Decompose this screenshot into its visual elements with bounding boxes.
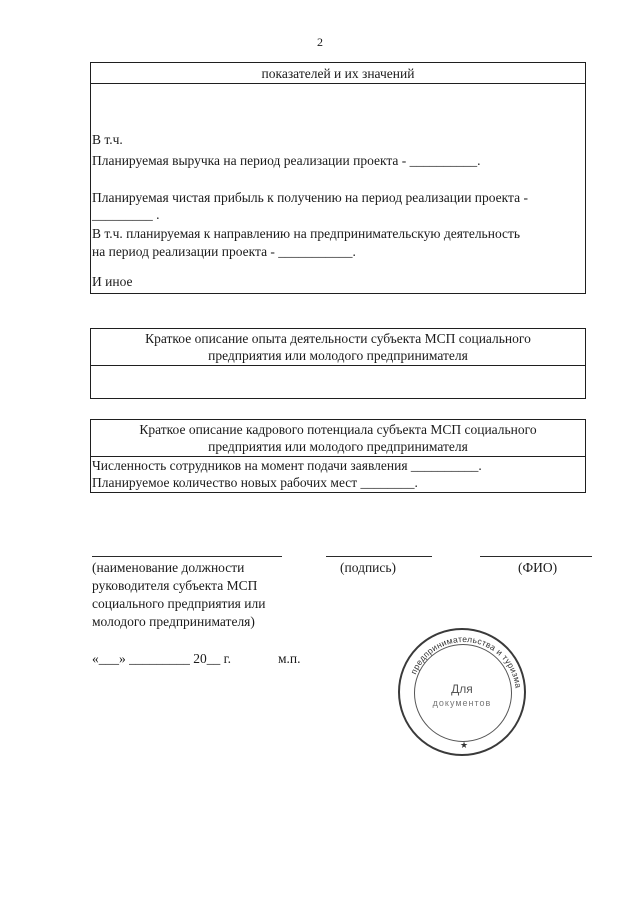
indicators-line-other: И иное <box>92 274 133 289</box>
staff-header-divider <box>91 456 585 457</box>
position-caption-2: руководителя субъекта МСП <box>92 578 258 593</box>
stamp-ring-label: предпринимательства и туризма <box>408 633 524 689</box>
experience-header-line2: предприятия или молодого предпринимателя <box>208 348 468 363</box>
position-caption-4: молодого предпринимателя) <box>92 614 255 629</box>
svg-text:предпринимательства и туризма <box>408 634 523 689</box>
signature-line <box>326 556 432 557</box>
position-caption-3: социального предприятия или <box>92 596 266 611</box>
stamp-center-label: Для <box>451 682 473 696</box>
page-number: 2 <box>317 35 323 49</box>
fio-line <box>480 556 592 557</box>
indicators-line-profit-blank: _________ . <box>92 207 160 222</box>
experience-header-divider <box>91 365 585 366</box>
signature-caption: (подпись) <box>340 560 397 575</box>
indicators-header: показателей и их значений <box>261 66 415 81</box>
stamp-center-label-2: документов <box>432 698 492 708</box>
indicators-line-revenue: Планируемая выручка на период реализации проекта - __________. <box>92 153 481 168</box>
staff-box <box>90 419 586 493</box>
experience-header-line1: Краткое описание опыта деятельности субъекта МСП социального <box>145 331 531 346</box>
staff-employees-line: Численность сотрудников на момент подачи заявления __________. <box>92 458 482 473</box>
indicators-line-business: В т.ч. планируемая к направлению на предпринимательскую деятельность <box>92 226 521 241</box>
official-stamp <box>398 628 526 756</box>
indicators-box <box>90 62 586 294</box>
stamp-star-icon: ★ <box>459 740 469 750</box>
staff-header-line2: предприятия или молодого предпринимателя <box>208 439 468 454</box>
indicators-line-vtch: В т.ч. <box>92 132 123 147</box>
experience-box <box>90 328 586 399</box>
date-line: «___» _________ 20__ г. <box>92 651 232 666</box>
position-caption-1: (наименование должности <box>92 560 245 575</box>
indicators-line-business-period: на период реализации проекта - ___________. <box>92 244 356 259</box>
seal-mark: м.п. <box>278 651 301 666</box>
staff-header-line1: Краткое описание кадрового потенциала субъекта МСП социального <box>139 422 537 437</box>
indicators-line-profit: Планируемая чистая прибыль к получению на период реализации проекта - <box>92 190 528 205</box>
staff-new-jobs-line: Планируемое количество новых рабочих мест ________. <box>92 475 418 490</box>
indicators-header-divider <box>91 83 585 84</box>
fio-caption: (ФИО) <box>518 560 558 575</box>
position-signature-line <box>92 556 282 557</box>
